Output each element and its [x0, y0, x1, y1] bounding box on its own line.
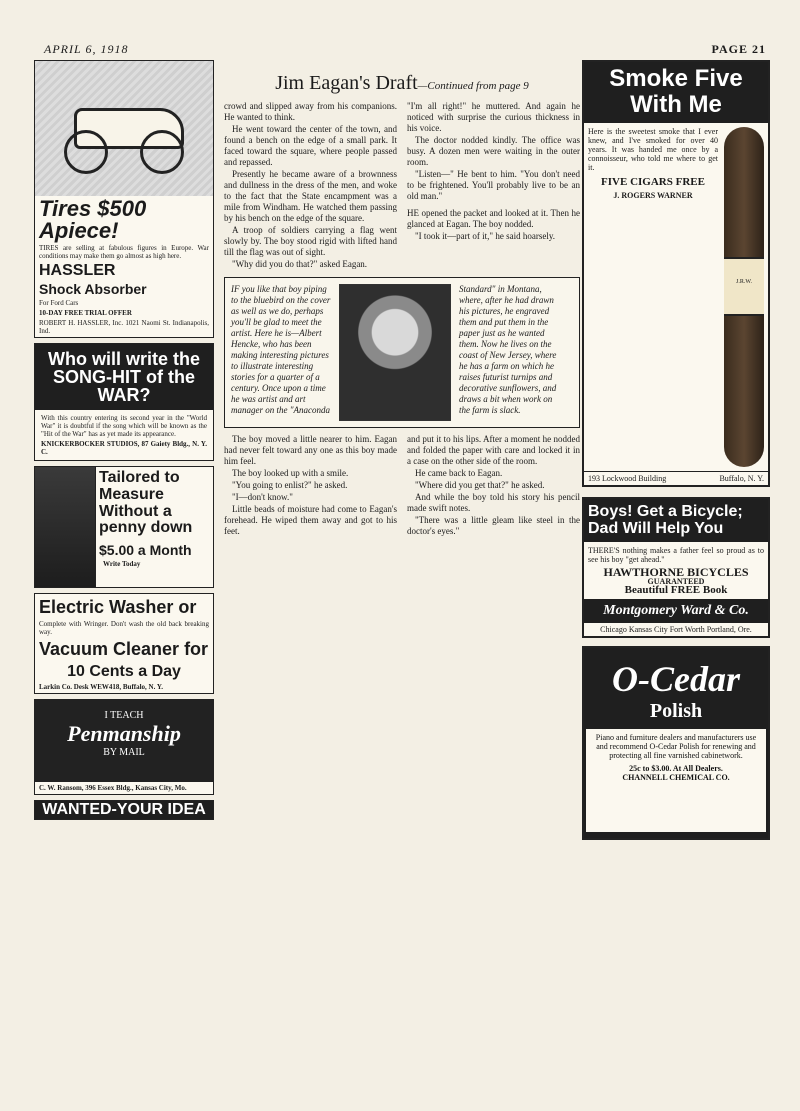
bike-body: THERE'S nothing makes a father feel so proud as to see his boy "get ahead." — [588, 545, 764, 564]
paragraph: "I took it—part of it," he said hoarsely. — [415, 231, 555, 241]
song-body: With this country entering its second year in the "World War" it is doubtful if the song which will be known as the "Hit of the War" has as yet made its appearance. — [41, 414, 207, 438]
penman-address: C. W. Ransom, 396 Essex Bldg., Kansas City, Mo. — [39, 784, 187, 792]
issue-date: APRIL 6, 1918 — [44, 42, 129, 56]
man-in-suit-icon — [35, 467, 96, 587]
bike-free-book: Beautiful FREE Book — [624, 583, 728, 596]
tires-headline: Tires $500 Apiece! — [39, 196, 147, 243]
paragraph: and put it to his lips. After a moment he nodded and folded the paper with care and locked it in a case on the other side of the room. — [407, 434, 580, 466]
cigar-sign: J. ROGERS WARNER — [613, 190, 693, 200]
hassler-for: For Ford Cars — [39, 299, 79, 307]
paragraph: "Listen—" He bent to him. "You don't need to be frightened. You'll probably live to be an old man." — [407, 169, 580, 201]
tailor-price: $5.00 a Month — [99, 542, 192, 559]
paragraph: "I—don't know." — [232, 492, 293, 502]
ocedar-ad — [582, 646, 770, 840]
paragraph: "Where did you get that?" he asked. — [415, 480, 545, 490]
article-top — [224, 101, 580, 271]
ocedar-brand: O-Cedar — [612, 658, 740, 699]
left-ad-column — [34, 60, 214, 825]
penman-script: Penmanship — [67, 721, 181, 746]
artist-portrait — [339, 284, 451, 421]
right-ad-column — [582, 60, 770, 840]
artist-box — [224, 277, 580, 428]
cigar-address: 193 Lockwood Building — [588, 473, 667, 483]
hassler-address: ROBERT H. HASSLER, Inc. 1021 Naomi St. Indianapolis, Ind. — [39, 319, 209, 335]
hassler-offer: 10-DAY FREE TRIAL OFFER — [39, 309, 132, 317]
tailor-headline: Tailored to Measure Without a penny down — [99, 469, 193, 537]
tailor-cta: Write Today — [103, 559, 141, 568]
car-icon — [54, 84, 194, 174]
vacuum-headline: Vacuum Cleaner for — [39, 639, 209, 659]
tires-ad — [34, 60, 214, 338]
paragraph: HE opened the packet and looked at it. Then he glanced at Eagan. The boy nodded. — [407, 208, 580, 229]
vacuum-price: 10 Cents a Day — [67, 663, 181, 680]
tailor-ad — [34, 466, 214, 588]
wanted-ad: WANTED-YOUR IDEA — [34, 800, 214, 820]
paragraph: The boy moved a little nearer to him. Eagan had never felt toward any one as this boy made him feel. — [224, 434, 397, 466]
article-bottom — [224, 434, 580, 538]
penman-bottom: BY MAIL — [103, 747, 145, 758]
penman-top: I TEACH — [104, 710, 144, 721]
paragraph: crowd and slipped away from his companions. He wanted to think. — [224, 101, 397, 122]
washer-headline: Electric Washer or — [39, 597, 197, 617]
ward-logo: Montgomery Ward & Co. — [584, 599, 768, 623]
paragraph: A troop of soldiers carrying a flag went slowly by. The boy stood rigid with lifted hand till the flag was out of sight. — [224, 225, 397, 257]
paragraph: He went toward the center of the town, and found a bench on the edge of a small park. It faced toward the square, where people passed and repassed. — [224, 124, 397, 167]
song-address: KNICKERBOCKER STUDIOS, 87 Gaiety Bldg., N. Y. C. — [41, 440, 207, 456]
paragraph: The boy looked up with a smile. — [232, 468, 349, 478]
cigar-city: Buffalo, N. Y. — [719, 473, 764, 483]
paragraph: "There was a little gleam like steel in the doctor's eyes." — [407, 515, 580, 536]
cigar-icon — [724, 127, 764, 467]
paragraph: He came back to Eagan. — [415, 468, 503, 478]
car-illustration — [35, 61, 213, 196]
bike-guarantee: GUARANTEED — [647, 576, 705, 586]
article-title: Jim Eagan's Draft — [275, 72, 418, 94]
cigar-body: Here is the sweetest smoke that I ever knew, and I've smoked for over 40 years. It was handed me once by a connoisseur, who told me where to get it. — [588, 126, 718, 172]
bike-headline: Boys! Get a Bicycle; Dad Will Help You — [584, 499, 768, 542]
article — [224, 72, 580, 538]
ocedar-polish: Polish — [649, 699, 703, 722]
page-number: PAGE 21 — [711, 42, 766, 56]
song-ad — [34, 343, 214, 461]
cigar-sub: FIVE CIGARS FREE — [601, 175, 705, 188]
paragraph: And while the boy told his story his pencil made swift notes. — [407, 492, 580, 513]
washer-body: Complete with Wringer. Don't wash the old back breaking way. — [39, 620, 209, 636]
artist-text-right: Standard" in Montana, where, after he had drawn his pictures, he engraved them and put them in the paper just as he wanted them. Now he lives on the coast of New Jersey, where he has a farm on which he raises futurist turnips and decorative sunflowers, and draws a bit when work on the farm is slack. — [459, 284, 557, 415]
hassler-brand: HASSLER — [39, 262, 116, 279]
continued-note: —Continued from page 9 — [417, 80, 529, 92]
paragraph: "Why did you do that?" asked Eagan. — [232, 259, 368, 269]
ocedar-price: 25c to $3.00. At All Dealers. — [629, 763, 723, 773]
ward-cities: Chicago Kansas City Fort Worth Portland, Ore. — [600, 624, 752, 634]
paragraph: The doctor nodded kindly. The office was busy. A dozen men were waiting in the outer room. — [407, 135, 580, 167]
vacuum-address: Larkin Co. Desk WEW418, Buffalo, N. Y. — [39, 683, 164, 691]
ocedar-body: Piano and furniture dealers and manufacturers use and recommend O-Cedar Polish for renewing and protecting all fine varnished cabinetwork. — [595, 732, 757, 760]
paragraph: "I'm all right!" he muttered. And again he noticed with surprise the curious thickness in his voice. — [407, 101, 580, 133]
bicycle-ad — [582, 497, 770, 638]
hassler-sub: Shock Absorber — [39, 281, 147, 297]
article-title-wrap — [224, 72, 580, 95]
penmanship-ad — [34, 699, 214, 795]
paragraph: Presently he became aware of a brownness and dullness in the dress of the men, and woke to the fact that the State encampment was a mile from Windham. He watched them passing by his bench on the edge of the square. — [224, 169, 397, 223]
ocedar-company: CHANNELL CHEMICAL CO. — [622, 772, 730, 782]
bike-brand: HAWTHORNE BICYCLES — [603, 564, 749, 579]
tires-body: TIRES are selling at fabulous figures in Europe. War conditions may make them go almost as high here. — [39, 244, 209, 260]
paragraph: Little beads of moisture had come to Eagan's forehead. He wiped them away and got to his feet. — [224, 504, 397, 536]
cigar-headline: Smoke Five With Me — [584, 62, 768, 123]
cigar-band: J.R.W. — [724, 257, 764, 316]
cigar-ad — [582, 60, 770, 487]
paragraph: "You going to enlist?" he asked. — [232, 480, 348, 490]
artist-text-left: IF you like that boy piping to the bluebird on the cover as well as we do, perhaps you'll be glad to meet the artist. Here he is—Albert Hencke, who has been making interesting pictures to illustrate interesting stories for a quarter of a century. Once upon a time he was artist and art manager on the "Anaconda — [231, 284, 331, 415]
song-headline: Who will write the SONG-HIT of the WAR? — [48, 349, 200, 405]
washer-vacuum-ad — [34, 593, 214, 694]
